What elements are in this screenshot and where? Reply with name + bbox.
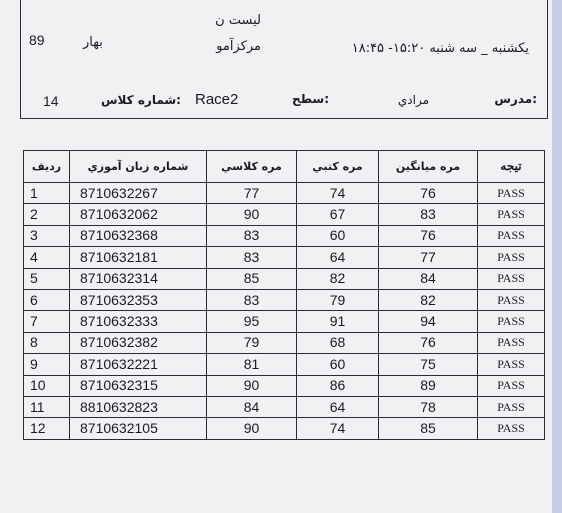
col-header-row: ردیف: [24, 151, 70, 183]
cell-average: 77: [379, 247, 478, 268]
table-row: [24, 418, 545, 439]
cell-row-number: 7: [24, 311, 70, 332]
table-row: [24, 289, 545, 310]
cell-class-score: 85: [207, 268, 297, 289]
table-row: [24, 396, 545, 417]
cell-average: 76: [379, 332, 478, 353]
cell-row-number: 6: [24, 289, 70, 310]
cell-result: PASS: [478, 311, 545, 332]
list-title: لیست ن: [215, 13, 261, 28]
cell-result: PASS: [478, 396, 545, 417]
cell-result: PASS: [478, 332, 545, 353]
level-label: سطح:: [292, 92, 329, 106]
level-value: Race2: [195, 91, 239, 108]
background-edge: [552, 0, 562, 513]
cell-row-number: 2: [24, 204, 70, 225]
cell-row-number: 11: [24, 396, 70, 417]
cell-student-id: 8710632062: [70, 204, 207, 225]
cell-class-score: 90: [207, 418, 297, 439]
cell-result: PASS: [478, 418, 545, 439]
cell-average: 89: [379, 375, 478, 396]
cell-row-number: 5: [24, 268, 70, 289]
cell-result: PASS: [478, 268, 545, 289]
cell-written-score: 64: [297, 247, 379, 268]
term-name: بهار: [83, 35, 103, 50]
cell-student-id: 8710632267: [70, 183, 207, 204]
table-row: [24, 183, 545, 204]
col-header-class-score: مره کلاسي: [207, 151, 297, 183]
cell-written-score: 60: [297, 225, 379, 246]
cell-student-id: 8710632315: [70, 375, 207, 396]
col-header-average: مره میانگین: [379, 151, 478, 183]
cell-row-number: 8: [24, 332, 70, 353]
cell-student-id: 8710632105: [70, 418, 207, 439]
cell-class-score: 95: [207, 311, 297, 332]
table-row: [24, 204, 545, 225]
class-number-label: شماره کلاس:: [101, 93, 181, 107]
grades-table: [23, 150, 545, 440]
cell-class-score: 81: [207, 354, 297, 375]
cell-result: PASS: [478, 225, 545, 246]
cell-average: 82: [379, 289, 478, 310]
cell-student-id: 8710632221: [70, 354, 207, 375]
cell-row-number: 4: [24, 247, 70, 268]
cell-written-score: 68: [297, 332, 379, 353]
teacher-label: مدرس:: [494, 92, 537, 106]
header-box: [20, 0, 548, 119]
cell-written-score: 79: [297, 289, 379, 310]
cell-student-id: 8710632333: [70, 311, 207, 332]
cell-result: PASS: [478, 375, 545, 396]
cell-student-id: 8710632382: [70, 332, 207, 353]
cell-class-score: 90: [207, 204, 297, 225]
cell-average: 94: [379, 311, 478, 332]
cell-class-score: 90: [207, 375, 297, 396]
cell-result: PASS: [478, 204, 545, 225]
class-number-value: 14: [43, 93, 59, 109]
cell-result: PASS: [478, 183, 545, 204]
cell-written-score: 91: [297, 311, 379, 332]
cell-average: 84: [379, 268, 478, 289]
center-name: مرکزآمو: [216, 39, 261, 54]
cell-written-score: 74: [297, 418, 379, 439]
cell-student-id: 8710632314: [70, 268, 207, 289]
table-row: [24, 354, 545, 375]
table-row: [24, 311, 545, 332]
cell-class-score: 84: [207, 396, 297, 417]
cell-class-score: 83: [207, 247, 297, 268]
cell-row-number: 3: [24, 225, 70, 246]
teacher-value: مرادي: [397, 93, 429, 107]
cell-written-score: 67: [297, 204, 379, 225]
cell-written-score: 86: [297, 375, 379, 396]
cell-average: 75: [379, 354, 478, 375]
cell-average: 85: [379, 418, 478, 439]
cell-row-number: 12: [24, 418, 70, 439]
cell-class-score: 77: [207, 183, 297, 204]
cell-result: PASS: [478, 354, 545, 375]
table-row: [24, 247, 545, 268]
cell-average: 76: [379, 225, 478, 246]
cell-student-id: 8710632181: [70, 247, 207, 268]
term-code: 89: [29, 32, 45, 48]
cell-average: 76: [379, 183, 478, 204]
col-header-student-id: شماره زبان آموزي: [70, 151, 207, 183]
table-row: [24, 225, 545, 246]
schedule-line: یکشنبه _ سه شنبه ۱۵:۲۰- ۱۸:۴۵: [351, 41, 529, 56]
cell-student-id: 8810632823: [70, 396, 207, 417]
cell-result: PASS: [478, 289, 545, 310]
table-row: [24, 268, 545, 289]
cell-class-score: 79: [207, 332, 297, 353]
cell-class-score: 83: [207, 225, 297, 246]
table-row: [24, 332, 545, 353]
cell-row-number: 9: [24, 354, 70, 375]
col-header-result: تیجه: [478, 151, 545, 183]
cell-written-score: 60: [297, 354, 379, 375]
table-header-row: [24, 151, 545, 183]
col-header-written-score: مره کتبي: [297, 151, 379, 183]
cell-written-score: 64: [297, 396, 379, 417]
cell-written-score: 74: [297, 183, 379, 204]
cell-result: PASS: [478, 247, 545, 268]
table-row: [24, 375, 545, 396]
cell-row-number: 1: [24, 183, 70, 204]
cell-student-id: 8710632353: [70, 289, 207, 310]
cell-class-score: 83: [207, 289, 297, 310]
cell-row-number: 10: [24, 375, 70, 396]
cell-average: 78: [379, 396, 478, 417]
cell-average: 83: [379, 204, 478, 225]
cell-written-score: 82: [297, 268, 379, 289]
cell-student-id: 8710632368: [70, 225, 207, 246]
